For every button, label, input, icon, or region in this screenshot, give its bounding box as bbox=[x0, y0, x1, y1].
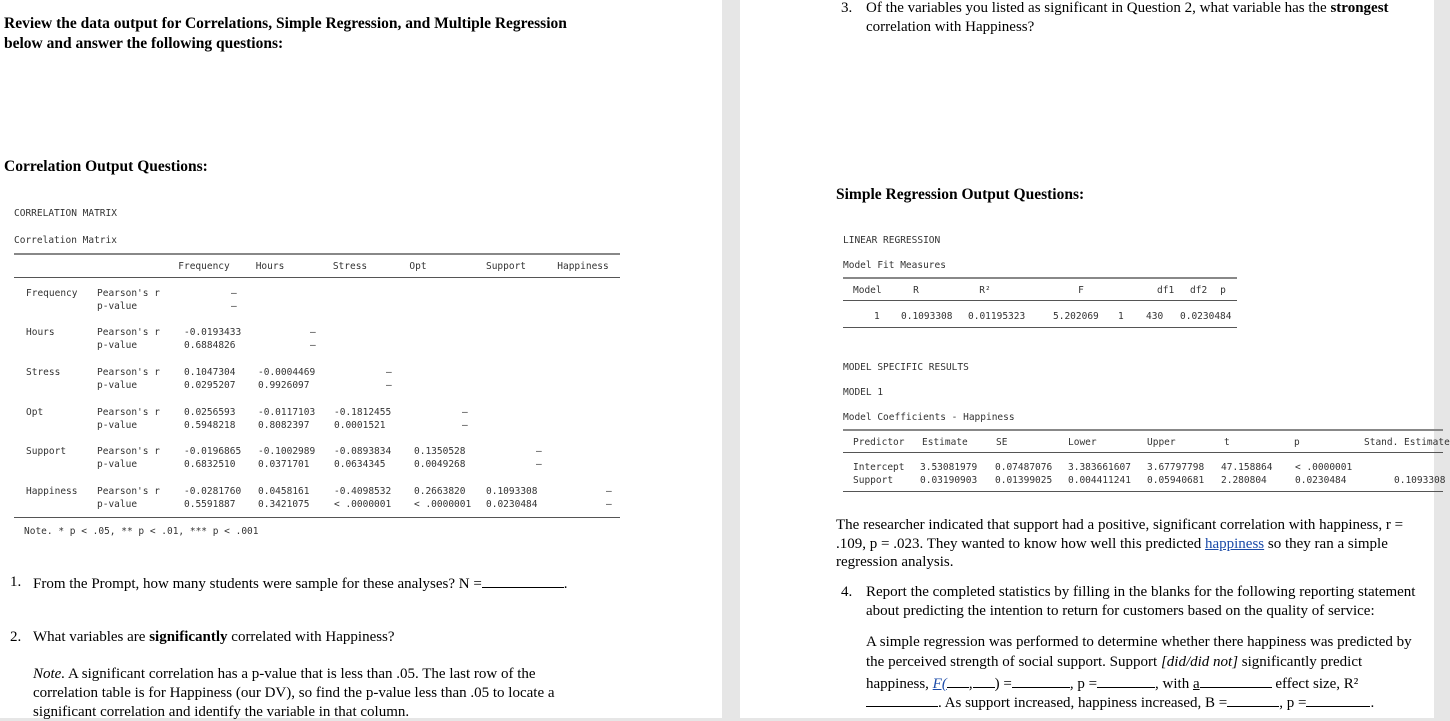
fit-value: 1 bbox=[874, 311, 880, 322]
matrix-row-label: Support bbox=[26, 446, 67, 457]
coef-value: 3.67797798 bbox=[1147, 462, 1205, 473]
lr-title: LINEAR REGRESSION bbox=[843, 235, 941, 246]
rep-F-label: F( bbox=[932, 676, 947, 692]
p2-blank[interactable] bbox=[1306, 692, 1370, 707]
p-value: 0.5948218 bbox=[184, 420, 236, 431]
fit-value: 5.202069 bbox=[1053, 311, 1099, 322]
intro-line-1: Review the data output for Correlations, Simple Regression, and Multiple Regression bbox=[4, 15, 567, 32]
fit-header-rule bbox=[843, 300, 1237, 301]
para-line-3: regression analysis. bbox=[836, 554, 954, 570]
rep-line4-p: , p = bbox=[1279, 695, 1307, 711]
rep-line4-a: . As support increased, happiness increased, B = bbox=[938, 695, 1228, 711]
q2-post: correlated with Happiness? bbox=[231, 629, 395, 645]
coef-value: 0.01399025 bbox=[995, 475, 1053, 486]
pearson-label: Pearson's r bbox=[97, 288, 160, 299]
question-2 bbox=[33, 628, 395, 646]
matrix-row-label: Opt bbox=[26, 407, 44, 418]
df1-blank[interactable] bbox=[947, 673, 969, 688]
diagonal-dash: – bbox=[231, 301, 237, 312]
matrix-col-header: Happiness bbox=[557, 261, 609, 272]
pearson-label: Pearson's r bbox=[97, 486, 160, 497]
fit-col-header: df1 bbox=[1157, 285, 1175, 296]
pearson-r-value: -0.0117103 bbox=[258, 407, 316, 418]
rep-line2-pre: the perceived strength of social support. Support bbox=[866, 654, 1158, 670]
right-document-page bbox=[740, 0, 1450, 718]
report-line-2 bbox=[866, 653, 1362, 671]
diagonal-dash: – bbox=[606, 499, 612, 510]
para-line-2-pre: .109, p = .023. They wanted to know how well this predicted bbox=[836, 536, 1202, 552]
diagonal-dash: – bbox=[231, 288, 237, 299]
pearson-r-value: 0.2663820 bbox=[414, 486, 466, 497]
rep-line3-a2: a bbox=[1192, 676, 1200, 692]
question-3-line-1 bbox=[866, 0, 1389, 17]
diagonal-dash: – bbox=[606, 486, 612, 497]
fit-col-header: p bbox=[1220, 285, 1226, 296]
matrix-col-header: Opt bbox=[409, 261, 427, 272]
rep-line2-post: significantly predict bbox=[1241, 654, 1363, 670]
coef-col-header: Upper bbox=[1147, 437, 1176, 448]
q2-bold: significantly bbox=[149, 629, 228, 645]
q3-line1-pre: Of the variables you listed as significant in Question 2, what variable has the bbox=[866, 0, 1327, 16]
pearson-r-value: -0.4098532 bbox=[334, 486, 392, 497]
report-line-4: . As support increased, happiness increased, B = , p = . bbox=[866, 692, 1374, 712]
matrix-subtitle: Correlation Matrix bbox=[14, 235, 117, 246]
matrix-row-label: Hours bbox=[26, 327, 55, 338]
matrix-col-header: Stress bbox=[332, 261, 368, 272]
p-value: < .0000001 bbox=[334, 499, 392, 510]
coef-title: Model Coefficients - Happiness bbox=[843, 412, 1015, 423]
diagonal-dash: – bbox=[310, 340, 316, 351]
note-label: Note. bbox=[33, 666, 66, 682]
diagonal-dash: – bbox=[536, 446, 542, 457]
diagonal-dash: – bbox=[536, 459, 542, 470]
simple-regression-heading: Simple Regression Output Questions: bbox=[836, 186, 1085, 203]
fit-title: Model Fit Measures bbox=[843, 260, 946, 271]
coef-value: < .0000001 bbox=[1295, 462, 1353, 473]
b-value-blank[interactable] bbox=[1227, 692, 1279, 707]
rep-line3-with: , with bbox=[1155, 676, 1190, 692]
note-line-1 bbox=[33, 665, 536, 683]
matrix-row-label: Happiness bbox=[26, 486, 78, 497]
matrix-col-header: Support bbox=[485, 261, 527, 272]
pvalue-label: p-value bbox=[97, 499, 138, 510]
fit-value: 0.1093308 bbox=[901, 311, 953, 322]
pvalue-label: p-value bbox=[97, 340, 138, 351]
rep-line3-b: ) = bbox=[994, 676, 1012, 692]
fit-top-rule bbox=[843, 277, 1237, 279]
happiness-link[interactable]: happiness bbox=[1204, 536, 1265, 552]
p-value: 0.0001521 bbox=[334, 420, 386, 431]
q4-number: 4. bbox=[841, 584, 853, 600]
p-value: 0.8082397 bbox=[258, 420, 310, 431]
correlation-heading: Correlation Output Questions: bbox=[4, 158, 208, 175]
pearson-r-value: -0.0281760 bbox=[184, 486, 242, 497]
fit-value: 1 bbox=[1118, 311, 1124, 322]
r2-blank[interactable] bbox=[866, 692, 938, 707]
pearson-r-value: 0.0256593 bbox=[184, 407, 236, 418]
model-label: MODEL 1 bbox=[843, 387, 884, 398]
q1-answer-blank[interactable] bbox=[482, 573, 564, 588]
para-line-2-post: so they ran a simple bbox=[1267, 536, 1388, 552]
pvalue-label: p-value bbox=[97, 459, 138, 470]
matrix-top-rule bbox=[14, 253, 620, 255]
coef-value: 47.158864 bbox=[1221, 462, 1273, 473]
pearson-label: Pearson's r bbox=[97, 367, 160, 378]
pearson-r-value: -0.1812455 bbox=[334, 407, 392, 418]
fit-col-header: Model bbox=[853, 285, 882, 296]
matrix-title: CORRELATION MATRIX bbox=[14, 208, 117, 219]
fit-col-header: F bbox=[1078, 285, 1084, 296]
diagonal-dash: – bbox=[462, 407, 468, 418]
rep-line3-a: happiness, bbox=[866, 676, 929, 692]
pearson-r-value: 0.1047304 bbox=[184, 367, 236, 378]
rep-line2-choice[interactable]: [did/did not] bbox=[1160, 654, 1239, 670]
diagonal-dash: – bbox=[386, 367, 392, 378]
fit-bottom-rule bbox=[843, 327, 1237, 328]
diagonal-dash: – bbox=[462, 420, 468, 431]
rep-line3-p: , p = bbox=[1069, 676, 1098, 692]
effect-size-blank[interactable] bbox=[1200, 673, 1272, 688]
q2-number: 2. bbox=[10, 629, 22, 645]
coef-top-rule bbox=[843, 429, 1443, 431]
fit-col-header: df2 bbox=[1190, 285, 1208, 296]
matrix-col-header: Frequency bbox=[178, 261, 230, 272]
fit-col-header: R² bbox=[979, 285, 991, 296]
f-value-blank[interactable] bbox=[1012, 673, 1070, 688]
coef-value: 3.53081979 bbox=[920, 462, 978, 473]
matrix-row-label: Stress bbox=[26, 367, 61, 378]
coef-col-header: Lower bbox=[1068, 437, 1097, 448]
q4-line-2: about predicting the intention to return for customers based on the quality of service: bbox=[866, 603, 1375, 619]
coef-col-header: Stand. Estimate bbox=[1364, 437, 1450, 448]
p-value: 0.6884826 bbox=[184, 340, 236, 351]
coef-value: Support bbox=[853, 475, 894, 486]
para-line-2 bbox=[836, 535, 1388, 553]
pearson-r-value: -0.1002989 bbox=[258, 446, 316, 457]
pearson-r-value: -0.0196865 bbox=[184, 446, 242, 457]
rep-line3-eff: effect size, R² bbox=[1275, 676, 1359, 692]
p-value: 0.0049268 bbox=[414, 459, 466, 470]
coef-value: 0.004411241 bbox=[1068, 475, 1131, 486]
q3-line1-bold: strongest bbox=[1330, 0, 1389, 16]
pvalue-label: p-value bbox=[97, 380, 138, 391]
note-line-3: significant correlation and identify the variable in that column. bbox=[33, 704, 410, 720]
coef-value: 3.383661607 bbox=[1068, 462, 1131, 473]
specific-title: MODEL SPECIFIC RESULTS bbox=[843, 362, 969, 373]
diagonal-dash: – bbox=[310, 327, 316, 338]
note-line-2: correlation table is for Happiness (our DV), so find the p-value less than .05 to locate a bbox=[33, 685, 555, 701]
fit-value: 0.01195323 bbox=[968, 311, 1026, 322]
coef-col-header: Predictor bbox=[853, 437, 905, 448]
note-line-1-text: A significant correlation has a p-value that is less than .05. The last row of the bbox=[68, 666, 536, 682]
para-line-1: The researcher indicated that support had a positive, significant correlation with happiness, r = bbox=[836, 517, 1404, 533]
coef-value: Intercept bbox=[853, 462, 905, 473]
coef-col-header: SE bbox=[996, 437, 1008, 448]
coef-value: 0.0230484 bbox=[1295, 475, 1347, 486]
fit-col-header: R bbox=[913, 285, 919, 296]
p-value: 0.0295207 bbox=[184, 380, 236, 391]
matrix-header-rule bbox=[14, 277, 620, 278]
matrix-bottom-rule bbox=[14, 517, 620, 518]
pvalue-label: p-value bbox=[97, 420, 138, 431]
report-line-3: happiness, F( , ) = , p = , with a effect size, R² bbox=[866, 673, 1358, 693]
pearson-r-value: -0.0004469 bbox=[258, 367, 316, 378]
p-value: 0.0371701 bbox=[258, 459, 310, 470]
question-1: From the Prompt, how many students were sample for these analyses? N = . bbox=[33, 573, 568, 593]
coef-col-header: p bbox=[1294, 437, 1300, 448]
coef-col-header: Estimate bbox=[922, 437, 968, 448]
fit-value: 430 bbox=[1146, 311, 1164, 322]
q1-number: 1. bbox=[10, 574, 22, 590]
q1-text: From the Prompt, how many students were sample for these analyses? N = bbox=[33, 576, 482, 592]
coef-bottom-rule bbox=[843, 491, 1443, 492]
df2-blank[interactable] bbox=[973, 673, 995, 688]
pearson-r-value: -0.0193433 bbox=[184, 327, 242, 338]
p-value: < .0000001 bbox=[414, 499, 472, 510]
pearson-r-value: 0.1350528 bbox=[414, 446, 466, 457]
fit-value: 0.0230484 bbox=[1180, 311, 1232, 322]
p-value: 0.6832510 bbox=[184, 459, 236, 470]
p-value: 0.3421075 bbox=[258, 499, 310, 510]
q2-pre: What variables are bbox=[33, 629, 146, 645]
pearson-r-value: 0.1093308 bbox=[486, 486, 538, 497]
matrix-row-label: Frequency bbox=[26, 288, 78, 299]
p-value: 0.5591887 bbox=[184, 499, 236, 510]
p-value-blank[interactable] bbox=[1097, 673, 1155, 688]
p-value: 0.9926097 bbox=[258, 380, 310, 391]
matrix-note: Note. * p < .05, ** p < .01, *** p < .001 bbox=[24, 526, 259, 537]
left-document-page bbox=[0, 0, 722, 718]
coef-value: 0.07487076 bbox=[995, 462, 1053, 473]
q3-number: 3. bbox=[841, 0, 853, 16]
matrix-col-header: Hours bbox=[255, 261, 285, 272]
p-value: 0.0230484 bbox=[486, 499, 538, 510]
q4-line-1: Report the completed statistics by filling in the blanks for the following reporting statement bbox=[866, 584, 1416, 600]
pvalue-label: p-value bbox=[97, 301, 138, 312]
pearson-label: Pearson's r bbox=[97, 407, 160, 418]
p-value: 0.0634345 bbox=[334, 459, 386, 470]
intro-line-2: below and answer the following questions: bbox=[4, 35, 284, 52]
question-3-line-2: correlation with Happiness? bbox=[866, 19, 1035, 35]
pearson-label: Pearson's r bbox=[97, 327, 160, 338]
diagonal-dash: – bbox=[386, 380, 392, 391]
coef-value: 0.05940681 bbox=[1147, 475, 1205, 486]
coef-header-rule bbox=[843, 452, 1443, 453]
coef-value: 2.280804 bbox=[1221, 475, 1267, 486]
report-line-1: A simple regression was performed to determine whether there happiness was predicted by bbox=[866, 634, 1412, 650]
coef-value: 0.03190903 bbox=[920, 475, 978, 486]
pearson-label: Pearson's r bbox=[97, 446, 160, 457]
pearson-r-value: -0.0893834 bbox=[334, 446, 392, 457]
pearson-r-value: 0.0458161 bbox=[258, 486, 310, 497]
coef-col-header: t bbox=[1224, 437, 1230, 448]
coef-value: 0.1093308 bbox=[1394, 475, 1446, 486]
